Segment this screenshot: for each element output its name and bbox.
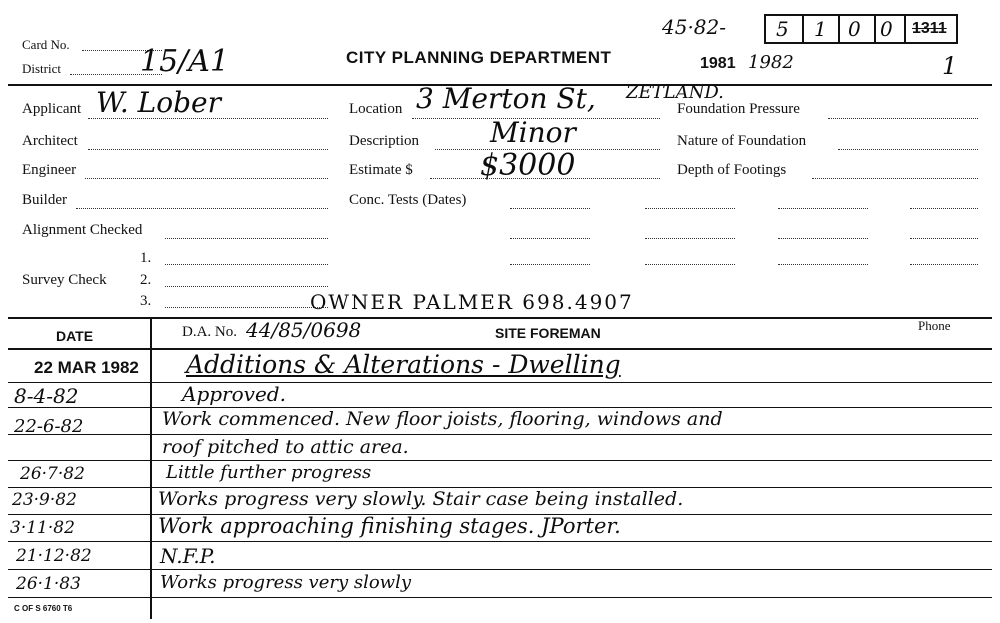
row-date: 23·9·82	[12, 490, 77, 510]
applicant-label: Applicant	[22, 101, 82, 117]
estimate-value: $3000	[480, 148, 576, 183]
card-box-1: 5	[776, 17, 789, 41]
row-date: 22-6-82	[14, 416, 84, 437]
card-no-label: Card No.	[22, 37, 70, 52]
date-column-rule	[150, 319, 152, 619]
description-label: Description	[349, 133, 419, 149]
row-date: 26·1·83	[16, 574, 81, 594]
suburb-value: ZETLAND.	[626, 82, 724, 103]
row-entry: Work commenced. New floor joists, flooring, windows and	[162, 408, 723, 430]
page-mark: 1	[942, 52, 958, 80]
location-value: 3 Merton St,	[416, 82, 596, 115]
form-code: C OF S 6760 T6	[14, 604, 73, 613]
card-box-2: 1	[814, 17, 827, 41]
site-foreman-label: SITE FOREMAN	[495, 325, 601, 341]
da-number-value: 44/85/0698	[246, 318, 362, 342]
top-reference: 45·82-	[662, 15, 727, 39]
da-number-label: D.A. No.	[182, 324, 237, 340]
applicant-value: W. Lober	[96, 86, 222, 119]
year-handwritten: 1982	[748, 52, 794, 73]
estimate-label: Estimate $	[349, 162, 413, 178]
row-entry: Additions & Alterations - Dwelling	[186, 350, 621, 379]
depth-of-footings-label: Depth of Footings	[677, 162, 787, 178]
phone-label: Phone	[918, 318, 951, 333]
row-entry: Works progress very slowly	[160, 572, 412, 593]
row-date: 22 MAR 1982	[34, 358, 139, 377]
architect-label: Architect	[22, 133, 78, 149]
location-label: Location	[349, 101, 403, 117]
survey-line-2: 2.	[140, 272, 152, 288]
survey-check-label: Survey Check	[22, 272, 107, 288]
date-header: DATE	[56, 328, 94, 344]
row-date: 3·11·82	[10, 518, 75, 538]
department-title: CITY PLANNING DEPARTMENT	[346, 48, 612, 67]
card-box-3: 0	[848, 17, 861, 41]
builder-label: Builder	[22, 192, 67, 208]
card-number-struck: 1311	[912, 20, 947, 37]
row-entry: Work approaching finishing stages. JPorter.	[158, 514, 621, 538]
foundation-pressure-label: Foundation Pressure	[677, 101, 800, 117]
alignment-checked-label: Alignment Checked	[22, 222, 143, 238]
row-date: 21·12·82	[16, 546, 92, 566]
district-value: 15/A1	[140, 44, 230, 79]
owner-note: OWNER PALMER 698.4907	[310, 290, 634, 314]
year-printed: 1981	[700, 55, 736, 72]
row-date: 8-4-82	[14, 384, 79, 408]
card-number-boxes	[764, 14, 958, 44]
row-entry: Little further progress	[166, 462, 372, 483]
engineer-label: Engineer	[22, 162, 77, 178]
row-entry: N.F.P.	[160, 544, 216, 568]
table-top-rule	[8, 317, 992, 319]
survey-line-1: 1.	[140, 250, 152, 266]
row-date: 26·7·82	[20, 464, 85, 484]
conc-tests-label: Conc. Tests (Dates)	[349, 192, 467, 208]
nature-of-foundation-label: Nature of Foundation	[677, 133, 807, 149]
district-label: District	[22, 61, 61, 76]
row-entry: Approved.	[182, 382, 286, 406]
description-value: Minor	[490, 116, 576, 149]
card-box-4: 0	[880, 17, 893, 41]
survey-line-3: 3.	[140, 293, 152, 309]
row-entry: Works progress very slowly. Stair case being installed.	[158, 488, 684, 510]
row-entry: roof pitched to attic area.	[162, 436, 409, 458]
